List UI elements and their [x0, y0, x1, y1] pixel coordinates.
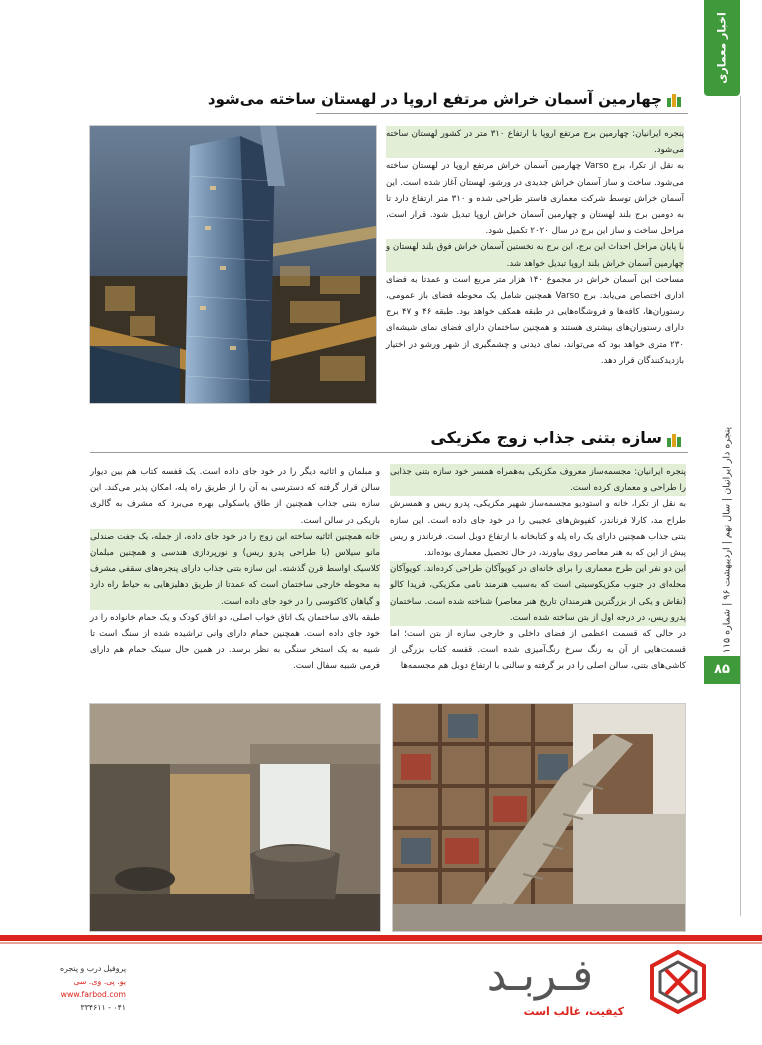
article1-text — [386, 126, 684, 369]
brand-slogan: کیفیت، غالب است — [523, 1005, 624, 1018]
journal-line — [716, 420, 738, 660]
tower-photo — [89, 125, 377, 404]
ad-line2: یو. پی. وی. سی — [73, 977, 126, 986]
journal-line-text: پنجره دار ایرانیان | سال نهم | اردیبهشت ۹۶ | شماره ۱۱۵ — [721, 426, 733, 654]
article2-paragraph: طبقه بالای ساختمان یک اتاق خواب اصلی، دو اتاق کودک و یک حمام خانواده را در خود جای داده است. همچنین حمام دارای وانی تراشیده شده از سنگ است تا شبیه به یک استخر سنگی به نظر برسد. در همین حال سینک حمام هم دارای فرمی شبیه سفال است. — [90, 612, 380, 672]
article2-paragraph: این دو نفر این طرح معماری را برای خانه‌ای در کویوآکان طراحی کرده‌اند. کویوآکان محله‌ای در جنوب مکزیکوسیتی است که به‌سبب هنرمند نامی مکزیکی، فریدا کالو (نقاش و یکی از بزرگترین هنرمندان تاریخ هنر معاصر) شناخته شده است. ساختمان پدرو ریس، در درجه اول از بتن ساخته شده است. — [390, 561, 686, 626]
small-advert — [44, 962, 126, 1014]
brand-name: فـربـد — [486, 950, 594, 1001]
article1-paragraph: پنجره ایرانیان: چهارمین برج مرتفع اروپا با ارتفاع ۳۱۰ متر در کشور لهستان ساخته می‌شود. — [386, 126, 684, 158]
ad-phone: ۰۴۱ - ۳۳۴۶۱۱ — [80, 1003, 126, 1012]
article2-title: سازه بتنی جذاب زوج مکزیکی — [430, 428, 662, 447]
article2-paragraph: و مبلمان و اثاثیه دیگر را در خود جای داده است. یک قفسه کتاب هم بین دیوار سالن قرار گرفته که دسترسی به آن را از طریق راه پله، امکان پذیر می‌کند. این سازه بتنی جذاب همچنین از طاق یاسکولی بهره می‌برد که مشرف به گالری باریکی در سالن است. — [90, 467, 380, 526]
brand-logo-icon — [650, 950, 706, 1014]
ad-title: پروفیل درب و پنجره — [60, 964, 126, 973]
article2-paragraph: خانه همچنین اثاثیه ساخته این زوج را در خود جای داده، از جمله، یک جفت صندلی مانو سیلاس (با طراحی پدرو ریس) و نورپردازی هندسی و همچنین مبلمان کلاسیک اواسط قرن گذشته. این سازه بتنی جذاب دارای پنجره‌های سقفی مشرف به محوطه خارجی ساختمان است که عمدتا از طریق دهلیزهایی به حیاط راه دارد و گیاهان کاکتوسی را در خود جای داده است. — [90, 529, 380, 610]
article1-title: چهارمین آسمان خراش مرتفع اروپا در لهستان ساخته می‌شود — [207, 90, 662, 108]
article2-right-column — [390, 464, 686, 675]
article1-paragraph: مساحت این آسمان خراش در مجموع ۱۴۰ هزار متر مربع است و عمدتا به فضای اداری اختصاص می‌یابد. برج Varso همچنین شامل یک محوطه فضای باز عمومی، رستوران‌ها، کافه‌ها و فروشگاه‌هایی در طبقه همکف خواهد بود. طبقه ۴۶ و ۴۷ برج دارای رستوران‌های بیشتری هستند و همچنین ساختمان دارای فضای نمای شیشه‌ای ۲۳۰ متری خواهد بود که می‌تواند، نمای دیدنی و چشمگیری از شهر ورشو در اختیار بازدیدکنندگان قرار دهد. — [386, 274, 685, 366]
building-icon — [666, 432, 682, 448]
article2-left-column — [90, 464, 380, 675]
article1-paragraph: به نقل از تکرا، برج Varso چهارمین آسمان خراش مرتفع اروپا در لهستان ساخته می‌شود. ساخت و ساز آسمان خراش جدیدی در ورشو، لهستان آغاز شده است. این آسمان خراش توسط شرکت معماری فاستر طراحی شده و ۳۱۰ متر ارتفاع دارد تا به دومین برج بلند لهستان و چهارمین آسمان خراش اروپا تبدیل شود. قرار است، مراحل ساخت و ساز این برج در سال ۲۰۲۰ تکمیل شود. — [386, 161, 685, 237]
library-photo — [392, 703, 686, 932]
article2-rule — [90, 452, 688, 453]
brand-advert — [440, 946, 710, 1026]
ad-website: www.farbod.com — [60, 990, 126, 999]
footer-red-bar — [0, 935, 762, 941]
article2-paragraph: پنجره ایرانیان: مجسمه‌ساز معروف مکزیکی به‌همراه همسر خود سازه بتنی جذابی را طراحی و معماری کرده است. — [390, 464, 686, 496]
footer-thin-bar — [0, 942, 762, 944]
article1-rule — [316, 113, 688, 114]
article1-paragraph: با پایان مراحل احداث این برج، این برج به نخستین آسمان خراش فوق بلند لهستان و چهارمین آسمان خراش بلند اروپا تبدیل خواهد شد. — [386, 239, 684, 271]
section-tab-label: اخبار معماری — [715, 12, 729, 84]
section-tab — [704, 0, 740, 96]
bathroom-photo — [89, 703, 381, 932]
article2-paragraph: در حالی که قسمت اعظمی از فضای داخلی و خارجی سازه از بتن است؛ اما قسمت‌هایی از آن به رنگ سرخ رنگ‌آمیزی شده است. قفسه کتاب بزرگی از کاشی‌های بتنی، سالن اصلی را در بر گرفته و سالنی با ارتفاع دوبل هم مجسمه‌ها — [390, 629, 686, 672]
page-number: ۸۵ — [704, 656, 740, 684]
article2-paragraph: به نقل از تکرا، خانه و استودیو مجسمه‌ساز شهیر مکزیکی، پدرو ریس و همسرش طراح مد، کارلا فرناندز، کفپوش‌های عجیبی را در خود جای داده است. این سازه بتنی جذاب همچنین دارای یک راه پله و کتابخانه با ارتفاع دوبل است. فرناندز و ریس پیش از این که به هنر معاصر روی بیاورند، در حال تحصیل معماری بوده‌اند. — [390, 499, 686, 559]
side-divider — [740, 96, 741, 916]
building-icon — [666, 92, 682, 108]
